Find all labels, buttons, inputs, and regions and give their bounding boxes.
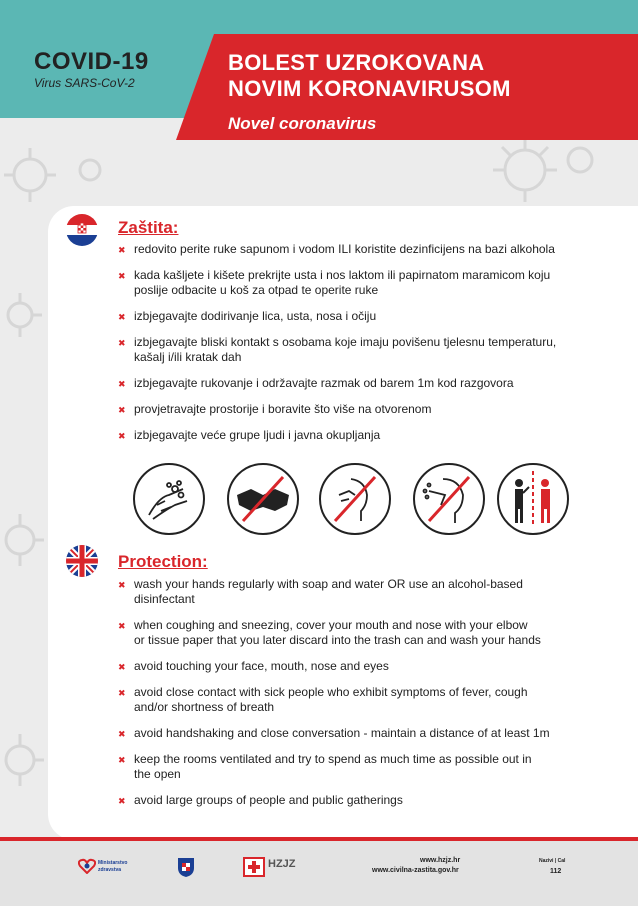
bullet-marker-icon: ✖ [118,338,126,348]
english-heading: Protection: [118,552,208,571]
bullet-marker-icon: ✖ [118,755,126,765]
ministry-name-line2: zdravstva [98,867,122,873]
bullet-text-line: provjetravajte prostorije i boravite što više na otvorenom [134,402,432,416]
bullet-text-line: poslije odbacite u koš za otpad te operite ruke [134,283,379,297]
bullet-text-line: when coughing and sneezing, cover your mouth and nose with your elbow [134,618,528,632]
bullet-text-line: kada kašljete i kišete prekrijte usta i nos laktom ili papirnatom maramicom koju [134,268,551,282]
bullet-text-line: izbjegavajte rukovanje i održavajte razmak od barem 1m kod razgovora [134,376,514,390]
bullet-item [118,577,598,607]
bullet-marker-icon: ✖ [118,580,126,590]
civil-protection-crest-icon [176,856,196,878]
uk-flag-icon [66,545,98,577]
croatian-bullet-list [118,242,608,454]
footer-url-1[interactable]: www.hzjz.hr [420,857,461,864]
virus-decoration-icon [0,280,48,350]
footer-code-label: Nazivi | Cal [539,858,566,864]
bullet-marker-icon: ✖ [118,688,126,698]
bullet-item [118,335,608,365]
bullet-text-line: izbjegavajte bliski kontakt s osobama koje imaju povišenu tjelesnu temperaturu, [134,335,557,349]
distance-icon [497,463,569,535]
bullet-text-line: and/or shortness of breath [134,700,275,714]
bullet-text-line: disinfectant [134,592,195,606]
croatian-flag-icon [66,214,98,246]
bullet-marker-icon: ✖ [118,271,126,281]
bullet-marker-icon: ✖ [118,796,126,806]
english-title: Novel coronavirus [228,114,377,133]
bullet-item [118,726,598,741]
bullet-text-line: or tissue paper that you later discard into the trash can and wash your hands [134,633,541,647]
bullet-text-line: izbjegavajte dodirivanje lica, usta, nosa i očiju [134,309,377,323]
covid-subtitle: Virus SARS-CoV-2 [34,76,135,90]
bullet-marker-icon: ✖ [118,245,126,255]
english-bullet-list [118,577,598,819]
covid-title: COVID-19 [34,48,149,75]
ministry-logo-icon [78,858,96,874]
no-sneezing-icon [413,463,485,535]
bullet-marker-icon: ✖ [118,405,126,415]
bullet-text-line: keep the rooms ventilated and try to spend as much time as possible out in [134,752,532,766]
hand-washing-icon [133,463,205,535]
ministry-name-line1: Ministarstvo [98,860,128,866]
bullet-item [118,402,608,417]
bullet-item [118,793,598,808]
bullet-text-line: avoid large groups of people and public gatherings [134,793,403,807]
bullet-item [118,242,608,257]
footer-url-2[interactable]: www.civilna-zastita.gov.hr [372,867,459,874]
bullet-text-line: kašalj i/ili kratak dah [134,350,242,364]
bullet-text-line: avoid close contact with sick people who exhibit symptoms of fever, cough [134,685,528,699]
bullet-marker-icon: ✖ [118,729,126,739]
bullet-item [118,752,598,782]
bullet-text-line: the open [134,767,181,781]
bullet-item [118,268,608,298]
bullet-text-line: avoid touching your face, mouth, nose and eyes [134,659,389,673]
bullet-item [118,659,598,674]
bullet-text-line: redovito perite ruke sapunom i vodom ILI koristite dezinficijens na bazi alkohola [134,242,555,256]
no-face-touching-icon [319,463,391,535]
bullet-item [118,428,608,443]
croatian-heading: Zaštita: [118,218,179,237]
bullet-item [118,309,608,324]
no-handshake-icon [227,463,299,535]
bullet-text-line: wash your hands regularly with soap and water OR use an alcohol-based [134,577,523,591]
bullet-item [118,376,608,391]
bullet-marker-icon: ✖ [118,621,126,631]
hzjz-label: HZJZ [268,858,296,870]
footer-code-number: 112 [550,868,562,875]
hzjz-logo-icon [242,856,266,878]
main-title-line1: BOLEST UZROKOVANA [228,50,485,75]
bullet-item [118,618,598,648]
bullet-text-line: izbjegavajte veće grupe ljudi i javna okupljanja [134,428,381,442]
bullet-item [118,685,598,715]
bullet-text-line: avoid handshaking and close conversation - maintain a distance of at least 1m [134,726,550,740]
main-title-line2: NOVIM KORONAVIRUSOM [228,76,511,101]
virus-decoration-icon [0,500,48,580]
virus-decoration-icon [0,720,48,800]
bullet-marker-icon: ✖ [118,379,126,389]
bullet-marker-icon: ✖ [118,312,126,322]
bullet-marker-icon: ✖ [118,431,126,441]
bullet-marker-icon: ✖ [118,662,126,672]
